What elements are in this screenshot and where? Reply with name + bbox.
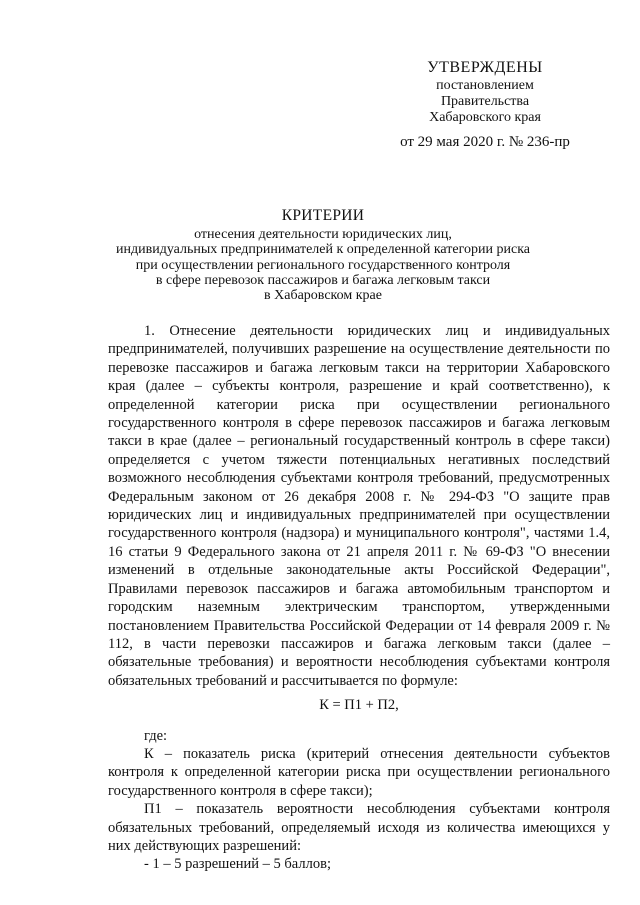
definition-p1: П1 – показатель вероятности несоблюдения субъектами контроля обязательных требований, определяемый исходя из количества имеющихся у них действующих разрешений:	[108, 801, 610, 854]
heading-subtitle-line: в сфере перевозок пассажиров и багажа легковым такси	[155, 272, 491, 288]
paragraph-1: 1. Отнесение деятельности юридических лиц и индивидуальных предпринимателей, получивших разрешение на осуществление деятельности по перевозке пассажиров и багажа легковым такси на территории Хабаровского края (далее – субъекты контроля, разрешение и край соответственно), к определенной категории риска при осуществлении регионального государственного контроля в сфере перевозок пассажиров и багажа легковым такси в крае (далее – региональный государственный контроль в сфере такси) определяется с учетом тяжести потенциальных негативных последствий возможного несоблюдения субъектами контроля требований, предусмотренных Федеральным законом от 26 декабря 2008 г. № 294-ФЗ "О защите прав юридических лиц и индивидуальных предпринимателей при осуществлении государственного контроля (надзора) и муниципального контроля", частями 1.4, 16 статьи 9 Федерального закона от 21 апреля 2011 г. № 69-ФЗ "О внесении изменений в отдельные законодательные акты Российской Федерации", Правилами перевозок пассажиров и багажа автомобильным транспортом и городским наземным электрическим транспортом, утвержденными постановлением Правительства Российской Федерации от 14 февраля 2009 г. № 112, в части перевозки пассажиров и багажа легковым такси (далее – обязательные требования) и вероятности несоблюдения субъектами контроля обязательных требований и рассчитывается по формуле:	[108, 323, 610, 689]
approval-line-1: постановлением	[436, 78, 534, 93]
document-title: КРИТЕРИИ	[281, 207, 365, 224]
heading-subtitle-line: отнесения деятельности юридических лиц,	[194, 227, 452, 242]
heading-subtitle-line: при осуществлении регионального государственного контроля	[135, 257, 511, 273]
document-body	[108, 322, 610, 874]
formula-where-label: где:	[144, 727, 168, 744]
risk-formula: К = П1 + П2,	[319, 697, 399, 714]
approval-line-2: Правительства	[440, 94, 530, 109]
approval-title: УТВЕРЖДЕНЫ	[427, 59, 543, 76]
document-heading	[110, 206, 536, 303]
definition-k: К – показатель риска (критерий отнесения деятельности субъектов контроля к определенной категории риска при осуществлении регионального государственного контроля в сфере такси);	[108, 745, 610, 799]
approval-stamp	[380, 58, 590, 152]
heading-subtitle-line: индивидуальных предпринимателей к определенной категории риска	[116, 242, 530, 258]
heading-subtitle-line: в Хабаровском крае	[264, 288, 382, 304]
list-item: - 1 – 5 разрешений – 5 баллов;	[144, 856, 331, 873]
approval-date: от 29 мая 2020 г. № 236-пр	[400, 134, 570, 150]
approval-line-3: Хабаровского края	[429, 110, 541, 125]
